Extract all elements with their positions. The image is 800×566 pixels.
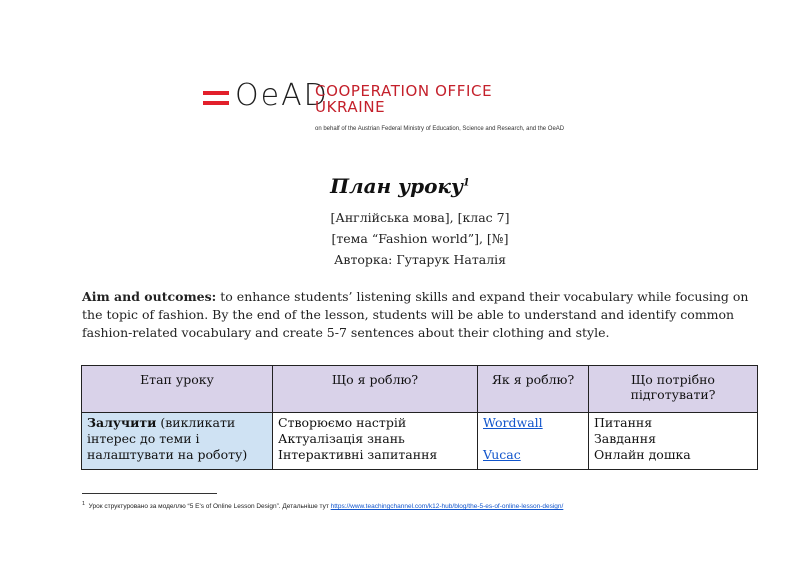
- wordwall-link[interactable]: Wordwall: [483, 415, 543, 430]
- footnote-divider: [82, 493, 217, 494]
- oead-logo: [203, 78, 643, 144]
- header-stage: Етап уроку: [82, 366, 273, 413]
- page-title: План уроку$^1$: [330, 174, 470, 198]
- cell-how: [478, 413, 589, 470]
- meta-subject-class: [Англійська мова], [клас 7]: [330, 210, 510, 225]
- header-how: Як я роблю?: [478, 366, 589, 413]
- cell-prepare: Питання Завдання Онлайн дошка: [589, 413, 758, 470]
- logo-cooperation-text: COOPERATION OFFICE UKRAINE: [315, 82, 493, 116]
- logo-wordmark: OeAD: [235, 78, 329, 113]
- header-what: Що я роблю?: [273, 366, 478, 413]
- lesson-table: [81, 365, 758, 470]
- table-row: [82, 413, 758, 470]
- meta-author: Авторка: Гутарук Наталія: [333, 252, 507, 267]
- cell-what: Створюємо настрій Актуалізація знань Інтерактивні запитання: [273, 413, 478, 470]
- aim-label: Aim and outcomes:: [82, 289, 217, 304]
- footnote: $^1$ Урок структуровано за моделлю “5 E's of Online Lesson Design”. Детальніше тут https://www.teachingchannel.com/k12-hub/blog/the-5-es-of-online-lesson-design/: [82, 501, 564, 511]
- table-header-row: [82, 366, 758, 413]
- title-footnote-mark: 1: [462, 177, 470, 189]
- logo-behalf-text: on behalf of the Austrian Federal Ministry of Education, Science and Research, and the OeAD: [315, 126, 565, 132]
- footnote-link[interactable]: https://www.teachingchannel.com/k12-hub/blog/the-5-es-of-online-lesson-design/: [330, 503, 564, 511]
- cell-stage: Залучити (викликати інтерес до теми і налаштувати на роботу): [82, 413, 273, 470]
- header-prepare: Що потрібно підготувати?: [589, 366, 758, 413]
- aim-text: to enhance students’ listening skills and expand their vocabulary while focusing on the topic of fashion. By the end of the lesson, students will be able to understand and identify common fashion-related vocabulary and create 5-7 sentences about their clothing and style.: [82, 289, 749, 340]
- aim-paragraph: [82, 288, 762, 342]
- austria-flag-icon: [203, 91, 229, 107]
- vucac-link[interactable]: Vucac: [483, 447, 521, 462]
- meta-topic: [тема “Fashion world”], [№]: [331, 231, 509, 246]
